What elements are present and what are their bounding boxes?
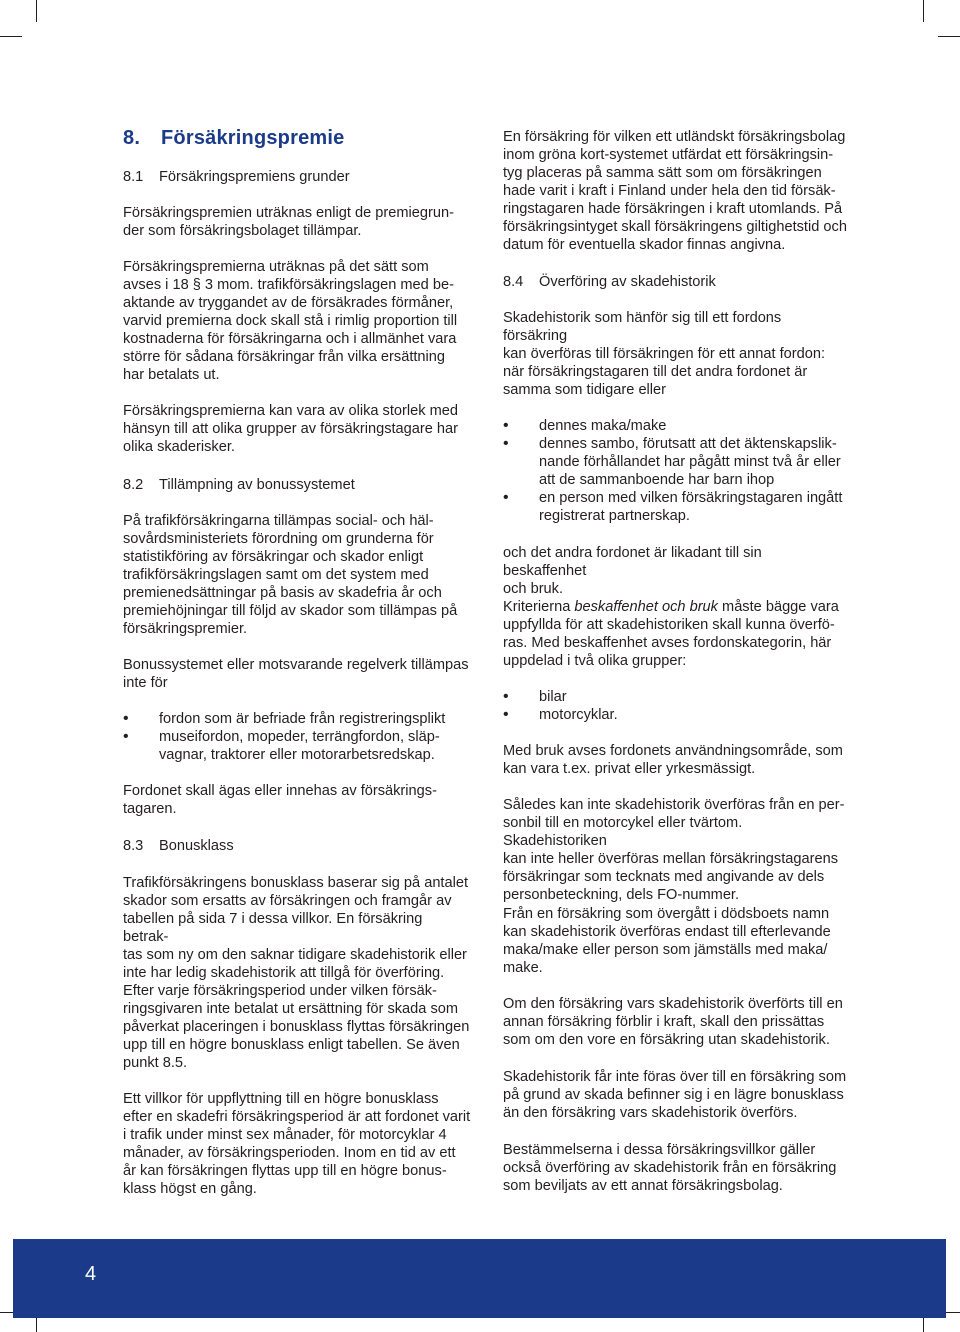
bullet-list	[503, 688, 618, 724]
paragraph: Från en försäkring som övergått i dödsboets namn kan skadehistorik överföras endast till efterlevande maka/make eller person som jämställs med maka/ make.	[503, 906, 831, 976]
list-item: • museifordon, mopeder, terrängfordon, släp- vagnar, traktorer eller motorarbetsredskap.	[123, 728, 445, 764]
subheading-8-1	[123, 168, 350, 186]
bullet-list	[123, 710, 445, 764]
section-heading-8	[123, 126, 344, 150]
footer-bar	[13, 1239, 946, 1318]
subheading-text: Bonusklass	[159, 838, 234, 854]
subheading-number: 8.4	[503, 274, 524, 290]
list-item: • en person med vilken försäkringstagaren ingått registrerat partnerskap.	[503, 489, 842, 525]
heading-text: Försäkringspremie	[161, 127, 345, 149]
list-item: • bilar	[503, 688, 618, 706]
paragraph: Efter varje försäkringsperiod under vilken försäk- ringsgivaren inte betalat ut ersättning för skada som påverkat placeringen i bonusklass flyttas försäkringen upp till en högre bonusklass enligt tabellen. Se även punkt 8.5.	[123, 983, 470, 1071]
paragraph: Trafikförsäkringens bonusklass baserar sig på antalet skador som ersatts av försäkringen och framgår av tabellen på sida 7 i dessa villkor. En försäkring betrak- tas som ny om den saknar tidigare skadehistorik eller inte har ledig skadehistorik att tillgå för överföring.	[123, 875, 469, 981]
crop-mark	[36, 0, 37, 22]
bullet-list	[503, 417, 842, 525]
crop-mark	[923, 0, 924, 22]
paragraph: På trafikförsäkringarna tillämpas social- och häl- sovårdsministeriets förordning om grunderna för statistikföring av försäkringar och skador enligt trafikförsäkringslagen samt om det system med premienedsättningar på basis av skadefria år och premiehöjningar till följd av skador som tillämpas på försäkringspremier.	[123, 513, 458, 637]
text-run: måste bägge vara uppfyllda för att skadehistoriken skall kunna överfö- ras. Med beskaffenhet avses fordonskategorin, här uppdelad i två olika grupper:	[503, 599, 839, 669]
paragraph: Skadehistorik får inte föras över till en försäkring som på grund av skada befinner sig i en lägre bonusklass än den försäkring vars skadehistorik överförs.	[503, 1069, 847, 1121]
paragraph: Fordonet skall ägas eller innehas av försäkrings- tagaren.	[123, 783, 437, 817]
list-item: • fordon som är befriade från registreringsplikt	[123, 710, 445, 728]
paragraph: Försäkringspremierna kan vara av olika storlek med hänsyn till att olika grupper av försäkringstagare har olika skaderisker.	[123, 403, 459, 455]
crop-mark	[938, 36, 960, 37]
paragraph: Skadehistorik som hänför sig till ett fordons försäkring kan överföras till försäkringen för ett annat fordon:	[503, 310, 826, 362]
page-number: 4	[85, 1263, 97, 1285]
paragraph: Bonussystemet eller motsvarande regelverk tillämpas inte för	[123, 657, 469, 691]
paragraph: Med bruk avses fordonets användningsområde, som kan vara t.ex. privat eller yrkesmässigt.	[503, 743, 843, 777]
paragraph: Bestämmelserna i dessa försäkringsvillkor gäller också överföring av skadehistorik från en försäkring som beviljats av ett annat försäkringsbolag.	[503, 1142, 837, 1194]
subheading-8-2	[123, 476, 355, 494]
paragraph: Försäkringspremierna uträknas på det sätt som avses i 18 § 3 mom. trafikförsäkringslagen med be- aktande av tryggandet av de försäkrades förmåner, varvid premierna dock skall stå i rimlig proportion till kostnaderna för försäkringarna och i allmänhet vara större för sådana försäkringar från vilka ersättning har betalats ut.	[123, 259, 458, 383]
heading-number: 8.	[123, 127, 141, 149]
paragraph: Således kan inte skadehistorik överföras från en per- sonbil till en motorcykel eller tvärtom. Skadehistoriken kan inte heller överföras mellan försäkringstagarens försäkringar som tecknats med angivande av dels personbeteckning, dels FO-nummer.	[503, 797, 845, 903]
subheading-text: Tillämpning av bonussystemet	[159, 477, 355, 493]
paragraph: när försäkringstagaren till det andra fordonet är samma som tidigare eller	[503, 364, 808, 398]
subheading-8-4	[503, 273, 716, 291]
emphasized-text: beskaffenhet och bruk	[574, 599, 718, 615]
subheading-number: 8.2	[123, 477, 144, 493]
paragraph: Försäkringspremien uträknas enligt de premiegrun- der som försäkringsbolaget tillämpar.	[123, 205, 454, 239]
subheading-number: 8.3	[123, 838, 144, 854]
subheading-number: 8.1	[123, 169, 144, 185]
paragraph	[503, 598, 839, 670]
paragraph: och det andra fordonet är likadant till sin beskaffenhet och bruk.	[503, 545, 762, 597]
paragraph: Om den försäkring vars skadehistorik överförts till en annan försäkring förblir i kraft, skall den prissättas som om den vore en försäkring utan skadehistorik.	[503, 996, 843, 1048]
paragraph: En försäkring för vilken ett utländskt försäkringsbolag inom gröna kort-systemet utfärdat ett försäkringsin- tyg placeras på samma sätt som om försäkringen hade varit i kraft i Finland under hela den tid försäk- ringstagaren hade försäkringen i kraft utomlands. På försäkringsintyget skall försäkringens giltighetstid och datum för eventuella skador finnas angivna.	[503, 129, 847, 253]
list-item: • dennes sambo, förutsatt att det äktenskapslik- nande förhållandet har pågått minst två år eller att de sammanboende har barn ihop	[503, 435, 842, 489]
paragraph: Ett villkor för uppflyttning till en högre bonusklass efter en skadefri försäkringsperiod är att fordonet varit i trafik under minst sex månader, för motorcyklar 4 månader, av försäkringsperioden. Inom en tid av ett år kan försäkringen flyttas upp till en högre bonus- klass högst en gång.	[123, 1091, 471, 1197]
crop-mark	[0, 36, 22, 37]
subheading-text: Försäkringspremiens grunder	[159, 169, 350, 185]
subheading-8-3	[123, 837, 234, 855]
list-item: • motorcyklar.	[503, 706, 618, 724]
text-run: Kriterierna	[503, 599, 575, 615]
subheading-text: Överföring av skadehistorik	[539, 274, 716, 290]
list-item: • dennes maka/make	[503, 417, 842, 435]
